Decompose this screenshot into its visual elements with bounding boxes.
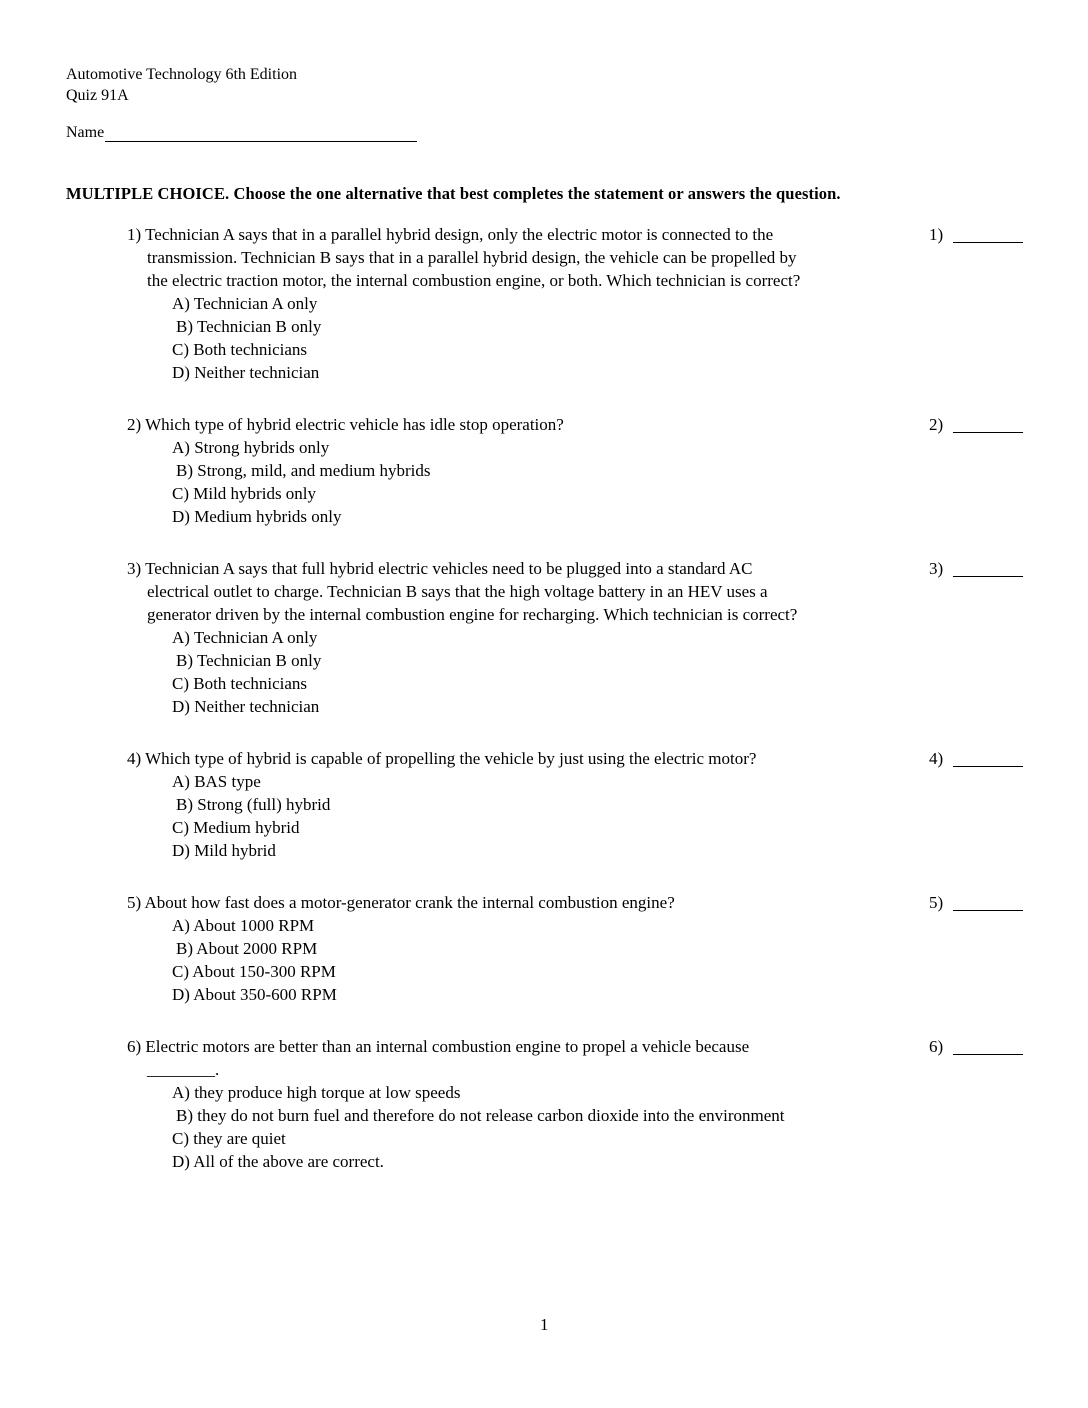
name-label: Name <box>66 124 105 141</box>
name-field[interactable] <box>66 124 417 142</box>
answer-number: 3) <box>929 559 944 578</box>
answer-slot[interactable] <box>929 747 1023 770</box>
answer-option[interactable]: B) Technician B only <box>176 317 322 336</box>
name-blank-line[interactable] <box>105 125 417 142</box>
answer-option[interactable]: A) Technician A only <box>172 628 318 647</box>
answer-slot[interactable] <box>929 413 1023 436</box>
answer-blank-line[interactable] <box>953 223 1023 243</box>
question-text-line: 6) Electric motors are better than an internal combustion engine to propel a vehicle because <box>127 1037 750 1056</box>
question-text-line: the electric traction motor, the internal combustion engine, or both. Which technician is correct? <box>147 271 801 290</box>
question-text-line: 4) Which type of hybrid is capable of propelling the vehicle by just using the electric motor? <box>127 749 757 768</box>
question-text-line: ________. <box>147 1060 220 1079</box>
answer-option[interactable]: C) Medium hybrid <box>172 818 300 837</box>
answer-option[interactable]: A) BAS type <box>172 772 261 791</box>
answer-option[interactable]: B) they do not burn fuel and therefore do not release carbon dioxide into the environment <box>176 1106 785 1125</box>
answer-blank-line[interactable] <box>953 891 1023 911</box>
question-text-line: 5) About how fast does a motor-generator crank the internal combustion engine? <box>127 893 675 912</box>
answer-number: 4) <box>929 749 944 768</box>
answer-option[interactable]: C) Mild hybrids only <box>172 484 317 503</box>
answer-number: 5) <box>929 893 944 912</box>
question-text-line: generator driven by the internal combustion engine for recharging. Which technician is correct? <box>147 605 798 624</box>
answer-option[interactable]: C) they are quiet <box>172 1129 286 1148</box>
answer-slot[interactable] <box>929 891 1023 914</box>
question-text-line: electrical outlet to charge. Technician B says that the high voltage battery in an HEV uses a <box>147 582 768 601</box>
answer-option[interactable]: B) Strong (full) hybrid <box>176 795 331 814</box>
answer-option[interactable]: C) About 150-300 RPM <box>172 962 336 981</box>
question-6 <box>127 1035 1027 1173</box>
answer-option[interactable]: D) Neither technician <box>172 363 320 382</box>
answer-option[interactable]: B) About 2000 RPM <box>176 939 318 958</box>
answer-slot[interactable] <box>929 223 1023 246</box>
question-list <box>127 223 1027 1202</box>
answer-blank-line[interactable] <box>953 413 1023 433</box>
question-2 <box>127 413 1027 528</box>
answer-number: 2) <box>929 415 944 434</box>
question-4 <box>127 747 1027 862</box>
answer-number: 1) <box>929 225 944 244</box>
section-instructions: MULTIPLE CHOICE. Choose the one alternative that best completes the statement or answers the question. <box>66 184 841 203</box>
answer-option[interactable]: B) Strong, mild, and medium hybrids <box>176 461 431 480</box>
question-5 <box>127 891 1027 1006</box>
page-number: 1 <box>540 1315 549 1334</box>
answer-option[interactable]: D) Medium hybrids only <box>172 507 342 526</box>
answer-blank-line[interactable] <box>953 1035 1023 1055</box>
quiz-title: Quiz 91A <box>66 87 129 104</box>
question-3 <box>127 557 1027 718</box>
answer-blank-line[interactable] <box>953 557 1023 577</box>
question-text-line: transmission. Technician B says that in a parallel hybrid design, the vehicle can be propelled by <box>147 248 797 267</box>
question-text-line: 3) Technician A says that full hybrid electric vehicles need to be plugged into a standard AC <box>127 559 753 578</box>
answer-option[interactable]: D) Neither technician <box>172 697 320 716</box>
answer-option[interactable]: D) About 350-600 RPM <box>172 985 337 1004</box>
answer-slot[interactable] <box>929 557 1023 580</box>
answer-option[interactable]: D) All of the above are correct. <box>172 1152 384 1171</box>
question-1 <box>127 223 1027 384</box>
answer-blank-line[interactable] <box>953 747 1023 767</box>
book-title: Automotive Technology 6th Edition <box>66 66 298 83</box>
question-text-line: 2) Which type of hybrid electric vehicle has idle stop operation? <box>127 415 564 434</box>
answer-option[interactable]: A) Strong hybrids only <box>172 438 330 457</box>
answer-option[interactable]: B) Technician B only <box>176 651 322 670</box>
answer-slot[interactable] <box>929 1035 1023 1058</box>
question-text-line: 1) Technician A says that in a parallel hybrid design, only the electric motor is connected to the <box>127 225 774 244</box>
answer-option[interactable]: A) About 1000 RPM <box>172 916 315 935</box>
answer-option[interactable]: A) Technician A only <box>172 294 318 313</box>
answer-option[interactable]: C) Both technicians <box>172 340 308 359</box>
answer-number: 6) <box>929 1037 944 1056</box>
answer-option[interactable]: C) Both technicians <box>172 674 308 693</box>
answer-option[interactable]: D) Mild hybrid <box>172 841 276 860</box>
answer-option[interactable]: A) they produce high torque at low speeds <box>172 1083 461 1102</box>
